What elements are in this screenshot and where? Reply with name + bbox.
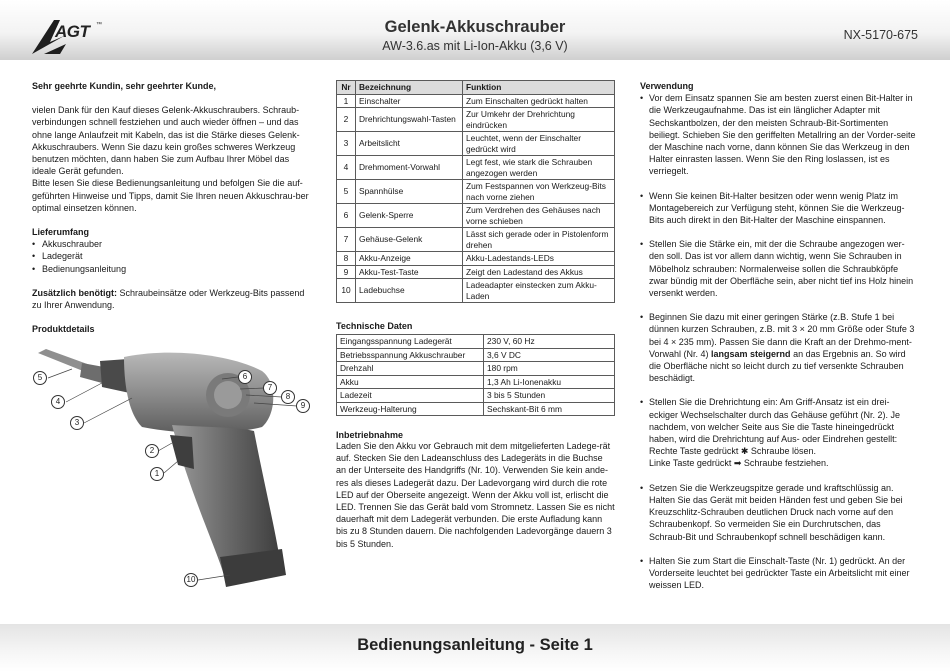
product-details-title: Produktdetails <box>32 324 95 335</box>
usage-paragraph <box>640 311 918 384</box>
usage-title: Verwendung <box>640 81 694 91</box>
callout-9: 9 <box>296 399 310 413</box>
product-code: NX-5170-675 <box>843 28 918 42</box>
table-header-name: Bezeichnung <box>356 81 463 95</box>
table-row <box>337 108 615 132</box>
product-illustration <box>32 343 322 598</box>
callout-2: 2 <box>145 444 159 458</box>
usage-text: an das Ergebnis an. So wird die Oberfläche nicht so leicht durch zu tief versenkte Schrauben beschädigt. <box>649 348 906 384</box>
tech-data-table <box>336 334 615 416</box>
screwdriver-illustration <box>32 343 322 598</box>
usage-paragraph: • Setzen Sie die Werkzeugspitze gerade und kraftschlüssig an. Halten Sie das Gerät mit beiden Händen fest und geben Sie bei Kreuzschlitz-Schrauben deutlichen Druck nach vorne auf den Schraubenkopf. So vermeiden Sie ein Durchrutschen, das Schraub-Bit und Schraubenkopf schnell beschädigen kann. <box>640 482 918 543</box>
cell-function: Ladeadapter einstecken zum Akku-Laden <box>463 279 615 303</box>
cell-name: Drehrichtungswahl-Tasten <box>356 108 463 132</box>
cell-name: Arbeitslicht <box>356 132 463 156</box>
table-row <box>337 335 615 349</box>
cell-function: Zum Verdrehen des Gehäuses nach vorne schieben <box>463 204 615 228</box>
table-header-function: Funktion <box>463 81 615 95</box>
document-subtitle: AW-3.6.as mit Li-Ion-Akku (3,6 V) <box>382 39 568 53</box>
table-row <box>337 132 615 156</box>
cell-nr: 7 <box>337 228 356 252</box>
table-header-nr: Nr <box>337 81 356 95</box>
table-row <box>337 389 615 403</box>
cell-nr: 2 <box>337 108 356 132</box>
cell-function: Akku-Ladestands-LEDs <box>463 252 615 266</box>
cell-label: Betriebsspannung Akkuschrauber <box>337 348 484 362</box>
usage-paragraph: • Stellen Sie die Stärke ein, mit der die Schraube angezogen wer-den soll. Das ist vor allem dann wichtig, wenn Sie Schrauben in Möbelholz schrauben: Normalerweise sollen die Schraubköpfe zwar bündig mit der Oberfläche sein, aber nicht tief ins Holz hinein versenkt werden. <box>640 238 918 299</box>
cell-name: Akku-Anzeige <box>356 252 463 266</box>
cell-label: Ladezeit <box>337 389 484 403</box>
table-row <box>337 362 615 376</box>
usage-text: Rechte Taste gedrückt ✱ Schraube lösen. <box>649 446 816 457</box>
table-row <box>337 252 615 266</box>
table-row <box>337 348 615 362</box>
needed-text: Schraubeinsätze oder Werkzeug-Bits passend zu Ihrer Anwendung. <box>32 287 305 311</box>
usage-text: Stellen Sie die Drehrichtung ein: Am Griff-Ansatz ist ein drei-eckiger Wechselschalter durch das Gehäuse geführt (Nr. 2). Je nachdem, von welcher Seite aus Sie die Taste hineingedrückt haben, wird die Drehrichtung auf Aus- oder Eindrehen gestellt: <box>649 397 900 445</box>
usage-paragraph: • Wenn Sie keinen Bit-Halter besitzen oder wenn wenig Platz im Montagebereich zur Verfügung steht, können Sie die Werkzeug-Bits auch direkt in den Bit-Halter der Maschine einspannen. <box>640 190 918 227</box>
cell-function: Zum Festspannen von Werkzeug-Bits nach vorne ziehen <box>463 180 615 204</box>
usage-paragraph <box>640 396 918 469</box>
table-row <box>337 375 615 389</box>
usage-text: Linke Taste gedrückt ➡ Schraube festziehen. <box>649 458 829 469</box>
usage-emphasis: langsam steigernd <box>711 348 791 359</box>
table-row <box>337 94 615 108</box>
callout-3: 3 <box>70 416 84 430</box>
cell-label: Eingangsspannung Ladegerät <box>337 335 484 349</box>
cell-value: 230 V, 60 Hz <box>484 335 615 349</box>
cell-nr: 5 <box>337 180 356 204</box>
cell-value: 180 rpm <box>484 362 615 376</box>
intro-paragraph-2: Bitte lesen Sie diese Bedienungsanleitung und befolgen Sie die auf-geführten Hinweise und Tipps, damit Sie Ihren neuen Akkuschrau-ber optimal einsetzen können. <box>32 178 309 213</box>
callout-6: 6 <box>238 370 252 384</box>
table-row <box>337 180 615 204</box>
table-row <box>337 402 615 416</box>
callout-7: 7 <box>263 381 277 395</box>
scope-item: • Akkuschrauber <box>32 238 312 250</box>
table-row <box>337 279 615 303</box>
cell-function: Zum Einschalten gedrückt halten <box>463 94 615 108</box>
cell-nr: 4 <box>337 156 356 180</box>
commissioning-text: Laden Sie den Akku vor Gebrauch mit dem mitgelieferten Ladege-rät auf. Stecken Sie den Ladeanschluss des Ladegeräts in die Buchse an der Unterseite des Handgriffs (Nr. 10). Verwenden Sie kein ande-res als dieses Ladegerät dazu. Der Ladevorgang wird durch die rote LED auf der Oberseite angezeigt. Wenn der Akku voll ist, erlischt die LED. Trennen Sie das Gerät bald vom Stromnetz. Lassen Sie es nicht dauerhaft mit dem Ladegerät verbunden. Die erste Aufladung kann bis zu 8 Stunden dauern. Die nachfolgenden Ladevorgänge dauern 3 bis 5 Stunden. <box>336 441 615 549</box>
cell-value: Sechskant-Bit 6 mm <box>484 402 615 416</box>
cell-function: Zur Umkehr der Drehrichtung eindrücken <box>463 108 615 132</box>
cell-name: Spannhülse <box>356 180 463 204</box>
usage-paragraph: • Vor dem Einsatz spannen Sie am besten zuerst einen Bit-Halter in die Werkzeugaufnahme. Das ist ein länglicher Adapter mit Sechskantbolzen, der den meisten Schraub-Bit-Sortimenten beiliegt. Schieben Sie den geriffelten Metallring an der Vorder-seite der Maschine nach vorne, dann können Sie das Werkzeug in den Halter einrasten lassen. Wenn Sie den Ring loslassen, ist es verriegelt. <box>640 92 918 177</box>
scope-item: • Ladegerät <box>32 250 312 262</box>
logo-text: AGT <box>55 22 90 41</box>
usage-text: Beginnen Sie dazu mit einer geringen Stärke (z.B. Stufe 1 bei dünnen kurzen Schrauben, z.B. mit 3 × 20 mm Größe oder Stufe 3 bei 4 × 235 mm). Passen Sie dann die Kraft an der Drehmo-ment-Vorwahl (Nr. 4) <box>649 312 915 359</box>
cell-nr: 9 <box>337 265 356 279</box>
footer-title: Bedienungsanleitung - Seite 1 <box>357 636 593 654</box>
commissioning-title: Inbetriebnahme <box>336 430 404 440</box>
cell-function: Legt fest, wie stark die Schrauben angezogen werden <box>463 156 615 180</box>
scope-title: Lieferumfang <box>32 227 90 238</box>
cell-label: Drehzahl <box>337 362 484 376</box>
table-row <box>337 156 615 180</box>
table-header-row <box>337 81 615 95</box>
cell-nr: 3 <box>337 132 356 156</box>
usage-paragraph: • Halten Sie zum Start die Einschalt-Taste (Nr. 1) gedrückt. An der Vorderseite leuchtet bei gedrückter Taste ein Arbeitslicht mit einer weissen LED. <box>640 555 918 592</box>
callout-5: 5 <box>33 371 47 385</box>
cell-label: Akku <box>337 375 484 389</box>
greeting: Sehr geehrte Kundin, sehr geehrter Kunde, <box>32 81 217 91</box>
cell-nr: 1 <box>337 94 356 108</box>
cell-name: Drehmoment-Vorwahl <box>356 156 463 180</box>
cell-value: 3 bis 5 Stunden <box>484 389 615 403</box>
cell-value: 3,6 V DC <box>484 348 615 362</box>
cell-name: Akku-Test-Taste <box>356 265 463 279</box>
parts-column <box>336 80 615 550</box>
scope-item: • Bedienungsanleitung <box>32 263 312 275</box>
table-row <box>337 228 615 252</box>
cell-label: Werkzeug-Halterung <box>337 402 484 416</box>
needed-label: Zusätzlich benötigt: <box>32 287 117 298</box>
intro-paragraph: vielen Dank für den Kauf dieses Gelenk-Akkuschraubers. Schraub-verbindungen schnell festziehen und auch wieder öffnen – und das ohne lange Anlaufzeit mit Kabeln, das ist die Stärke dieses Gelenk-Akkuschraubers. Wenn Sie dazu kein großes schweres Werkzeug benutzen möchten, dann haben Sie zum Aufbau Ihrer Möbel das ideale Gerät gefunden. <box>32 105 300 177</box>
table-row <box>337 204 615 228</box>
callout-1: 1 <box>150 467 164 481</box>
cell-nr: 8 <box>337 252 356 266</box>
cell-name: Gelenk-Sperre <box>356 204 463 228</box>
cell-function: Leuchtet, wenn der Einschalter gedrückt wird <box>463 132 615 156</box>
logo-tm: ™ <box>96 22 102 28</box>
usage-column <box>640 80 918 603</box>
cell-value: 1,3 Ah Li-Ionenakku <box>484 375 615 389</box>
callout-4: 4 <box>51 395 65 409</box>
callout-10: 10 <box>184 573 198 587</box>
cell-name: Gehäuse-Gelenk <box>356 228 463 252</box>
tech-data-title: Technische Daten <box>336 321 413 331</box>
cell-nr: 10 <box>337 279 356 303</box>
cell-name: Ladebuchse <box>356 279 463 303</box>
cell-function: Zeigt den Ladestand des Akkus <box>463 265 615 279</box>
document-title: Gelenk-Akkuschrauber <box>384 18 566 36</box>
parts-table <box>336 80 615 303</box>
cell-nr: 6 <box>337 204 356 228</box>
intro-column <box>32 80 312 335</box>
callout-8: 8 <box>281 390 295 404</box>
table-row <box>337 265 615 279</box>
cell-name: Einschalter <box>356 94 463 108</box>
cell-function: Lässt sich gerade oder in Pistolenform drehen <box>463 228 615 252</box>
needed-note <box>32 287 312 311</box>
